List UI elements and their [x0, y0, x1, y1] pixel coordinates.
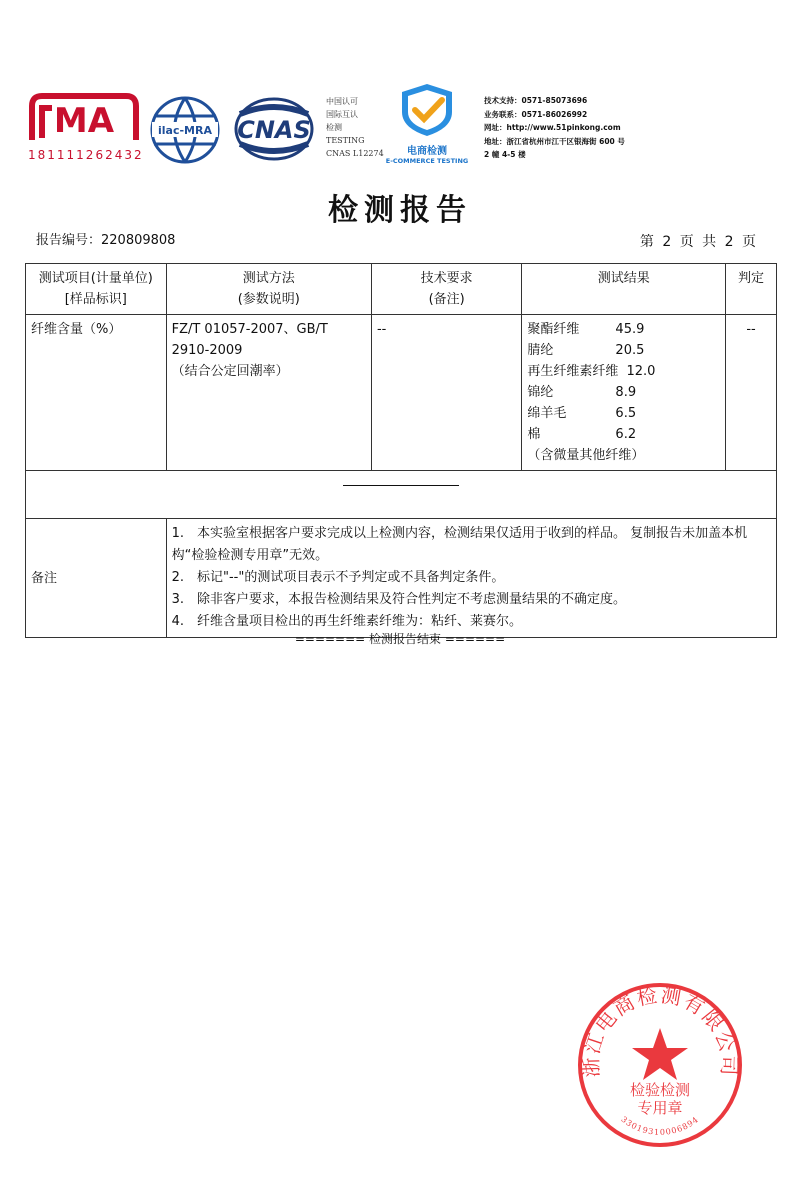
fiber-value: 12.0 [626, 364, 656, 379]
header-method-sublabel: (参数说明) [237, 292, 300, 307]
header-item [26, 264, 167, 315]
report-table [25, 263, 777, 638]
header-method-label: 测试方法 [242, 271, 295, 286]
fiber-value: 6.2 [615, 427, 637, 442]
cma-logo [28, 92, 144, 162]
header-result [522, 264, 726, 315]
note-item: 4. 纤维含量项目检出的再生纤维素纤维为：粘纤、莱赛尔。 [171, 614, 522, 629]
cnas-mark-icon [230, 96, 318, 162]
cell-verdict: -- [726, 315, 777, 471]
ecommerce-testing-logo [382, 82, 472, 165]
fiber-name: 绵羊毛 [527, 406, 567, 421]
ec-logo-cn: 电商检测 [407, 146, 447, 157]
header-requirement [371, 264, 521, 315]
notes-label: 备注 [26, 519, 167, 638]
table-row [26, 315, 777, 471]
method-standard: FZ/T 01057-2007、GB/T 2910-2009 [171, 322, 328, 358]
header-item-sublabel: [样品标识] [64, 292, 127, 307]
note-item: 2. 标记"--"的测试项目表示不予判定或不具备判定条件。 [171, 570, 505, 585]
contact-info [484, 94, 784, 162]
cma-code: 181111262432 [28, 148, 144, 162]
header-verdict [726, 264, 777, 315]
fiber-value: 45.9 [615, 322, 645, 337]
ec-logo-en: E-COMMERCE TESTING [385, 157, 469, 165]
result-line [527, 340, 720, 361]
cma-mark-icon [28, 92, 140, 144]
fiber-value: 6.5 [615, 406, 637, 421]
star-icon [632, 1028, 688, 1080]
result-line [527, 382, 720, 403]
cell-method [166, 315, 371, 471]
notes-row [26, 519, 777, 638]
svg-text:3301931000​6894 [619, 1115, 700, 1137]
header-item-label: 测试项目(计量单位) [38, 271, 153, 286]
header-result-label: 测试结果 [597, 271, 650, 286]
fiber-name: 再生纤维素纤维 [527, 364, 619, 379]
fiber-value: 20.5 [615, 343, 645, 358]
svg-text:MA: MA [53, 101, 115, 141]
header-requirement-sublabel: (备注) [428, 292, 465, 307]
report-end-marker: ======= 检测报告结束 ====== [294, 632, 506, 646]
table-header-row [26, 264, 777, 315]
fiber-name: 棉 [527, 427, 541, 442]
separator-cell [26, 471, 777, 519]
fiber-name: 锦纶 [527, 385, 554, 400]
shield-check-icon [382, 82, 472, 138]
cell-requirement: -- [371, 315, 521, 471]
official-seal [575, 980, 745, 1150]
note-item: 1. 本实验室根据客户要求完成以上检测内容，检测结果仅适用于收到的样品。 复制报告未加盖本机构“检验检测专用章”无效。 [171, 526, 748, 563]
results-note: （含微量其他纤维） [527, 448, 645, 463]
page-indicator: 第 2 页 共 2 页 [639, 234, 756, 250]
contact-phone-business: 业务联系：0571-86026992 [484, 109, 588, 119]
page-title: 检测报告 [328, 193, 472, 228]
result-line [527, 403, 720, 424]
result-line [527, 361, 720, 382]
cnas-logo [230, 96, 318, 162]
svg-text:CNAS: CNAS [237, 116, 311, 144]
header-verdict-label: 判定 [738, 271, 765, 286]
seal-line1: 检验检测 [629, 1081, 691, 1099]
header-requirement-label: 技术要求 [420, 271, 473, 286]
report-number: 报告编号：220809808 [36, 233, 176, 248]
accreditation-line: 中国认可 [326, 97, 358, 106]
svg-text:ilac-MRA: ilac-MRA [158, 124, 212, 137]
contact-address-building: 2 幢 4-5 楼 [484, 150, 526, 159]
result-line [527, 319, 720, 340]
ilac-globe-icon [148, 96, 222, 164]
method-note: （结合公定回潮率） [171, 364, 289, 379]
seal-company: 浙江电商检测有限公司 [578, 982, 742, 1078]
cell-item: 纤维含量（%） [26, 315, 167, 471]
contact-website: 网址：http://www.51pinkong.com [484, 123, 621, 132]
separator-line [343, 485, 459, 486]
accreditation-line: 检测 [326, 123, 342, 132]
fiber-name: 聚酯纤维 [527, 322, 580, 337]
fiber-name: 腈纶 [527, 343, 554, 358]
separator-row [26, 471, 777, 519]
seal-code: 3301931000​6894 [619, 1114, 701, 1137]
accreditation-line: CNAS L12274 [326, 149, 384, 158]
cell-results [522, 315, 726, 471]
accreditation-line: TESTING [326, 136, 365, 145]
contact-phone-tech: 技术支持：0571-85073696 [484, 96, 588, 105]
notes-content [166, 519, 776, 638]
accreditation-line: 国际互认 [326, 110, 358, 119]
ilac-logo [148, 96, 222, 164]
header-method [166, 264, 371, 315]
result-line [527, 424, 720, 445]
fiber-value: 8.9 [615, 385, 637, 400]
contact-address: 地址：浙江省杭州市江干区银海街 600 号 [484, 136, 625, 146]
note-item: 3. 除非客户要求，本报告检测结果及符合性判定不考虑测量结果的不确定度。 [171, 592, 626, 607]
seal-line2: 专用章 [637, 1099, 683, 1117]
seal-icon [575, 980, 745, 1150]
